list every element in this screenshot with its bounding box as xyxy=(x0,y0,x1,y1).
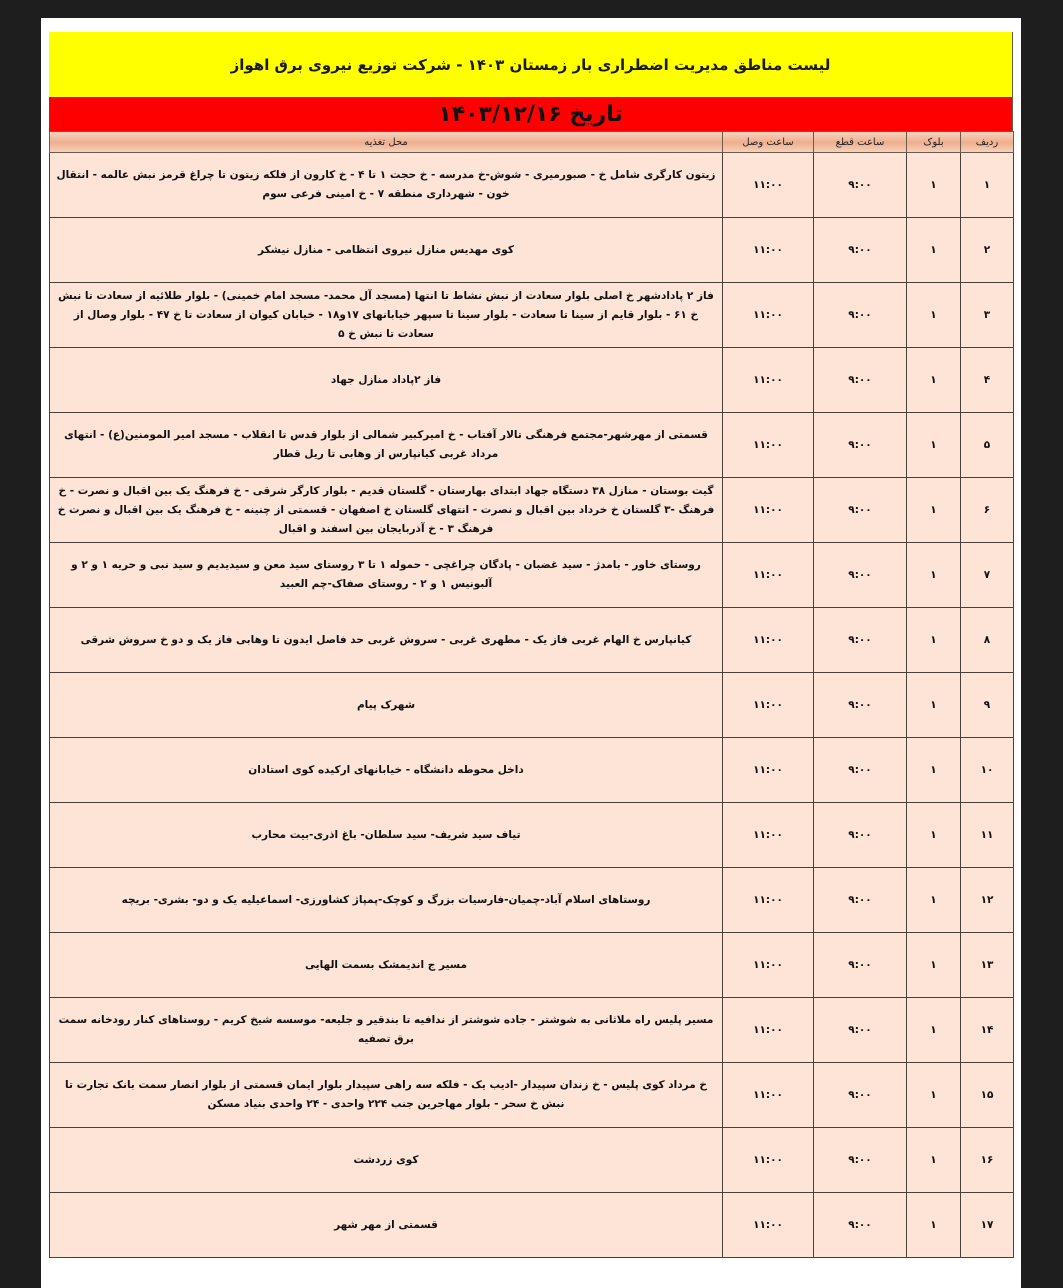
cell-cut-time: ۹:۰۰ xyxy=(814,413,907,478)
table-row xyxy=(50,478,1014,543)
header-block: بلوک xyxy=(907,132,961,153)
table-row xyxy=(50,738,1014,803)
cell-connect-time: ۱۱:۰۰ xyxy=(723,803,814,868)
document-title: لیست مناطق مدیریت اضطراری بار زمستان ۱۴۰۳ - شرکت توزیع نیروی برق اهواز xyxy=(230,55,831,74)
cell-feed-area: روستای خاور - بامدژ - سید غضبان - پادگان چراغچی - حموله ۱ تا ۳ روستای سید معن و سیدیدیم و سید نبی و حریه ۱ و ۲ و آلبونیس ۱ و ۲ - روستای صفاک-چم العبید xyxy=(50,543,723,608)
table-row xyxy=(50,933,1014,998)
cell-block: ۱ xyxy=(907,933,961,998)
cell-cut-time: ۹:۰۰ xyxy=(814,1193,907,1258)
cell-connect-time: ۱۱:۰۰ xyxy=(723,673,814,738)
cell-feed-area: قسمتی از مهرشهر-مجتمع فرهنگی تالار آفتاب - خ امیرکبیر شمالی از بلوار قدس تا انقلاب - مسجد امیر المومنین(ع) - انتهای مرداد غربی کیانپارس از وهابی تا ریل قطار xyxy=(50,413,723,478)
cell-row-no: ۵ xyxy=(961,413,1014,478)
cell-cut-time: ۹:۰۰ xyxy=(814,738,907,803)
cell-row-no: ۱۶ xyxy=(961,1128,1014,1193)
table-row xyxy=(50,283,1014,348)
cell-row-no: ۱۲ xyxy=(961,868,1014,933)
cell-row-no: ۱۰ xyxy=(961,738,1014,803)
cell-connect-time: ۱۱:۰۰ xyxy=(723,608,814,673)
cell-connect-time: ۱۱:۰۰ xyxy=(723,283,814,348)
title-banner xyxy=(49,32,1013,97)
cell-block: ۱ xyxy=(907,413,961,478)
table-row xyxy=(50,1128,1014,1193)
cell-row-no: ۶ xyxy=(961,478,1014,543)
cell-block: ۱ xyxy=(907,1063,961,1128)
cell-connect-time: ۱۱:۰۰ xyxy=(723,218,814,283)
table-row xyxy=(50,868,1014,933)
cell-row-no: ۷ xyxy=(961,543,1014,608)
cell-connect-time: ۱۱:۰۰ xyxy=(723,1193,814,1258)
document-sheet xyxy=(41,18,1021,1288)
cell-cut-time: ۹:۰۰ xyxy=(814,283,907,348)
header-feed-area: محل تغذیه xyxy=(50,132,723,153)
table-row xyxy=(50,1193,1014,1258)
cell-block: ۱ xyxy=(907,1128,961,1193)
cell-cut-time: ۹:۰۰ xyxy=(814,543,907,608)
cell-connect-time: ۱۱:۰۰ xyxy=(723,348,814,413)
document-date: تاریخ ۱۴۰۳/۱۲/۱۶ xyxy=(438,101,623,127)
cell-row-no: ۱۵ xyxy=(961,1063,1014,1128)
cell-cut-time: ۹:۰۰ xyxy=(814,673,907,738)
cell-block: ۱ xyxy=(907,218,961,283)
cell-cut-time: ۹:۰۰ xyxy=(814,803,907,868)
cell-block: ۱ xyxy=(907,1193,961,1258)
cell-block: ۱ xyxy=(907,608,961,673)
cell-feed-area: فاز ۲ پادادشهر خ اصلی بلوار سعادت از نبش نشاط تا انتها (مسجد آل محمد- مسجد امام خمینی) - بلوار طلائیه از سعادت تا نبش خ ۶۱ - بلوار قایم از سینا تا سعادت - بلوار سینا تا سپهر خیابانهای ۱۷و۱۸ - خیابان کیوان از سعادت تا خ ۴۷ - بلوار وصال از سعادت تا نبش خ ۵ xyxy=(50,283,723,348)
cell-cut-time: ۹:۰۰ xyxy=(814,478,907,543)
cell-feed-area: گیت بوستان - منازل ۳۸ دستگاه جهاد ابتدای بهارستان - گلستان قدیم - بلوار کارگر شرقی - خ فرهنگ یک بین اقبال و نصرت - خ فرهنگ -۳ گلستان خ خرداد بین اقبال و نصرت - انتهای گلستان خ اصفهان - قسمتی از چنینه - خ فرهنگ یک بین اقبال و نصرت خ فرهنگ ۳ - خ آذربایجان بین اسفند و اقبال xyxy=(50,478,723,543)
cell-connect-time: ۱۱:۰۰ xyxy=(723,868,814,933)
cell-connect-time: ۱۱:۰۰ xyxy=(723,478,814,543)
table-row xyxy=(50,413,1014,478)
cell-feed-area: شهرک پیام xyxy=(50,673,723,738)
cell-block: ۱ xyxy=(907,998,961,1063)
cell-feed-area: مسیر پلیس راه ملاثانی به شوشتر - جاده شوشتر از ندافیه تا بندقیر و جلیعه- موسسه شیخ کریم - روستاهای کنار رودخانه سمت برق تصفیه xyxy=(50,998,723,1063)
table-row xyxy=(50,803,1014,868)
cell-row-no: ۹ xyxy=(961,673,1014,738)
cell-feed-area: زیتون کارگری شامل خ - صبورمیری - شوش-خ مدرسه - خ حجت ۱ تا ۴ - خ کارون از فلکه زیتون تا چراغ قرمز نبش عالمه - انتقال خون - شهرداری منطقه ۷ - خ امینی فرعی سوم xyxy=(50,153,723,218)
outage-schedule xyxy=(49,32,1013,1258)
cell-connect-time: ۱۱:۰۰ xyxy=(723,413,814,478)
cell-connect-time: ۱۱:۰۰ xyxy=(723,933,814,998)
cell-block: ۱ xyxy=(907,738,961,803)
cell-cut-time: ۹:۰۰ xyxy=(814,933,907,998)
cell-connect-time: ۱۱:۰۰ xyxy=(723,153,814,218)
table-row xyxy=(50,153,1014,218)
table-row xyxy=(50,608,1014,673)
header-connect-time: ساعت وصل xyxy=(723,132,814,153)
cell-feed-area: خ مرداد کوی پلیس - خ زندان سپیدار -ادیب یک - فلکه سه راهی سپیدار بلوار ایمان قسمتی از بلوار انصار سمت بانک تجارت تا نبش خ سحر - بلوار مهاجرین جنب ۲۲۴ واحدی - ۲۴ واحدی بنیاد مسکن xyxy=(50,1063,723,1128)
cell-row-no: ۱۴ xyxy=(961,998,1014,1063)
cell-row-no: ۴ xyxy=(961,348,1014,413)
date-banner xyxy=(49,97,1013,131)
cell-row-no: ۱۱ xyxy=(961,803,1014,868)
cell-block: ۱ xyxy=(907,673,961,738)
cell-cut-time: ۹:۰۰ xyxy=(814,348,907,413)
table-row xyxy=(50,998,1014,1063)
cell-feed-area: تیاف سید شریف- سید سلطان- باغ اذری-بیت محارب xyxy=(50,803,723,868)
cell-cut-time: ۹:۰۰ xyxy=(814,153,907,218)
cell-feed-area: داخل محوطه دانشگاه - خیابانهای ارکیده کوی استادان xyxy=(50,738,723,803)
cell-row-no: ۱۳ xyxy=(961,933,1014,998)
cell-cut-time: ۹:۰۰ xyxy=(814,1128,907,1193)
cell-cut-time: ۹:۰۰ xyxy=(814,998,907,1063)
cell-cut-time: ۹:۰۰ xyxy=(814,218,907,283)
cell-feed-area: کیانپارس خ الهام غربی فاز یک - مطهری غربی - سروش غربی حد فاصل ایدون تا وهابی فاز یک و دو خ سروش شرقی xyxy=(50,608,723,673)
cell-cut-time: ۹:۰۰ xyxy=(814,1063,907,1128)
table-row xyxy=(50,218,1014,283)
cell-row-no: ۲ xyxy=(961,218,1014,283)
cell-feed-area: روستاهای اسلام آباد-چمیان-فارسیات بزرگ و کوچک-پمپاژ کشاورزی- اسماعیلیه یک و دو- بشری- بریچه xyxy=(50,868,723,933)
header-cut-time: ساعت قطع xyxy=(814,132,907,153)
table-row xyxy=(50,1063,1014,1128)
table-row xyxy=(50,348,1014,413)
cell-feed-area: مسیر ج اندیمشک بسمت الهایی xyxy=(50,933,723,998)
table-row xyxy=(50,673,1014,738)
cell-feed-area: کوی مهدیس منازل نیروی انتظامی - منازل نیشکر xyxy=(50,218,723,283)
cell-block: ۱ xyxy=(907,283,961,348)
cell-row-no: ۸ xyxy=(961,608,1014,673)
cell-cut-time: ۹:۰۰ xyxy=(814,868,907,933)
cell-connect-time: ۱۱:۰۰ xyxy=(723,738,814,803)
outage-table xyxy=(49,131,1014,1258)
cell-feed-area: کوی زردشت xyxy=(50,1128,723,1193)
cell-block: ۱ xyxy=(907,868,961,933)
cell-connect-time: ۱۱:۰۰ xyxy=(723,1128,814,1193)
cell-feed-area: قسمتی از مهر شهر xyxy=(50,1193,723,1258)
cell-row-no: ۱ xyxy=(961,153,1014,218)
cell-connect-time: ۱۱:۰۰ xyxy=(723,1063,814,1128)
cell-row-no: ۱۷ xyxy=(961,1193,1014,1258)
cell-row-no: ۳ xyxy=(961,283,1014,348)
table-row xyxy=(50,543,1014,608)
cell-block: ۱ xyxy=(907,543,961,608)
cell-block: ۱ xyxy=(907,153,961,218)
cell-cut-time: ۹:۰۰ xyxy=(814,608,907,673)
header-row-no: ردیف xyxy=(961,132,1014,153)
table-header-row xyxy=(50,132,1014,153)
cell-block: ۱ xyxy=(907,803,961,868)
cell-feed-area: فاز ۲پاداد منازل جهاد xyxy=(50,348,723,413)
cell-block: ۱ xyxy=(907,478,961,543)
cell-connect-time: ۱۱:۰۰ xyxy=(723,543,814,608)
cell-block: ۱ xyxy=(907,348,961,413)
cell-connect-time: ۱۱:۰۰ xyxy=(723,998,814,1063)
